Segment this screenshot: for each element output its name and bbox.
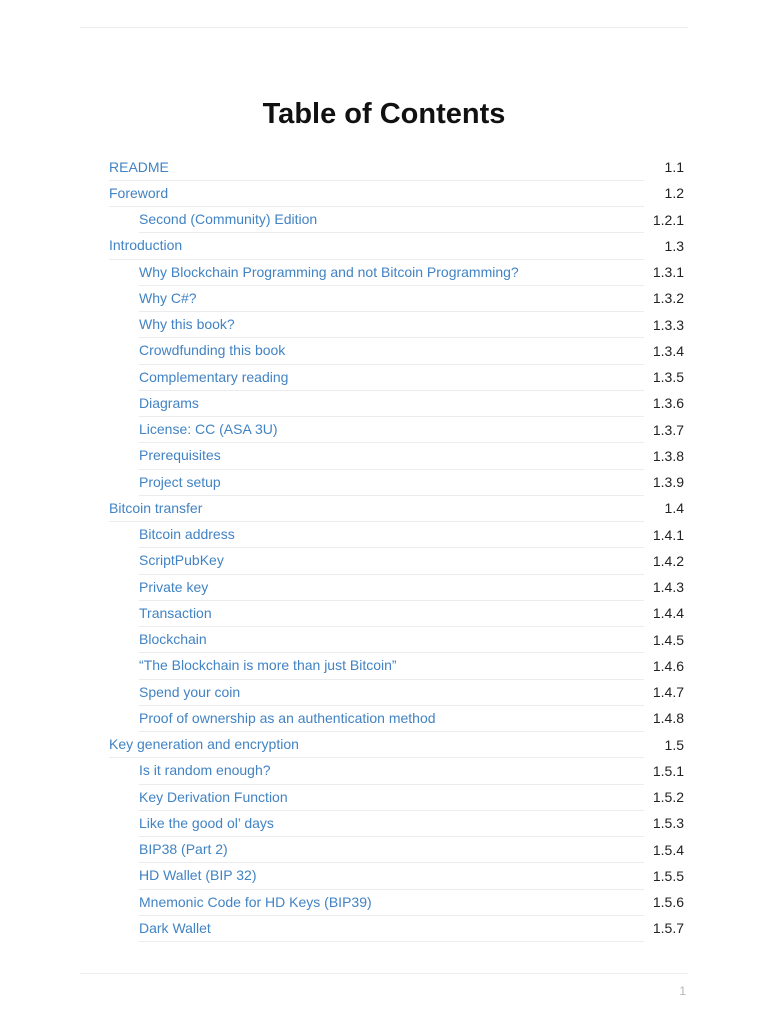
toc-entry (109, 915, 684, 941)
toc-entry-link[interactable]: Introduction (109, 232, 644, 259)
toc-entry-number: 1.5.6 (652, 894, 684, 911)
toc-entry-link[interactable]: README (109, 154, 644, 181)
toc-entry (109, 338, 684, 364)
toc-entry-link[interactable]: Like the good ol’ days (139, 810, 644, 837)
toc-entry (109, 653, 684, 679)
toc-entry-link[interactable]: ScriptPubKey (139, 547, 644, 574)
toc-entry (109, 154, 684, 180)
toc-entry-link[interactable]: Why this book? (139, 311, 644, 338)
toc-entry-link[interactable]: Why C#? (139, 285, 644, 312)
toc-entry-number: 1.4.8 (652, 710, 684, 727)
toc-entry-number: 1.4.3 (652, 579, 684, 596)
toc-entry-number: 1.5 (664, 736, 684, 753)
toc-entry-link[interactable]: Crowdfunding this book (139, 337, 644, 364)
top-divider (80, 27, 688, 28)
toc-entry-link[interactable]: Is it random enough? (139, 757, 644, 784)
toc-entry-number: 1.4 (664, 500, 684, 517)
toc-entry-number: 1.3 (664, 237, 684, 254)
toc-entry-link[interactable]: Prerequisites (139, 442, 644, 469)
toc-entry-link[interactable]: Private key (139, 574, 644, 601)
toc-entry (109, 469, 684, 495)
toc-entry-link[interactable]: Second (Community) Edition (139, 206, 644, 233)
toc-entry-link[interactable]: BIP38 (Part 2) (139, 836, 644, 863)
toc-entry-number: 1.4.5 (652, 631, 684, 648)
toc-entry-link[interactable]: HD Wallet (BIP 32) (139, 862, 644, 889)
toc-entry (109, 495, 684, 521)
toc-entry (109, 548, 684, 574)
page-number: 1 (679, 984, 686, 998)
toc-entry-number: 1.3.8 (652, 447, 684, 464)
toc-entry (109, 574, 684, 600)
toc-entry-number: 1.5.7 (652, 920, 684, 937)
toc-entry (109, 627, 684, 653)
toc-entry (109, 443, 684, 469)
toc-entry-link[interactable]: Bitcoin address (139, 521, 644, 548)
toc-entry-link[interactable]: Key generation and encryption (109, 731, 644, 758)
bottom-divider (80, 973, 688, 974)
toc-entry (109, 390, 684, 416)
toc-entry (109, 522, 684, 548)
toc-entry (109, 758, 684, 784)
toc-entry-link[interactable]: Why Blockchain Programming and not Bitcoin Programming? (139, 259, 644, 286)
toc-entry-link[interactable]: Diagrams (139, 390, 644, 417)
toc-entry-number: 1.4.2 (652, 552, 684, 569)
page-title: Table of Contents (262, 98, 506, 130)
toc-entry-number: 1.3.6 (652, 395, 684, 412)
toc-entry-link[interactable]: Foreword (109, 180, 644, 207)
toc-entry-link[interactable]: Blockchain (139, 626, 644, 653)
toc-entry-number: 1.4.6 (652, 657, 684, 674)
toc-entry-number: 1.3.2 (652, 290, 684, 307)
toc-entry (109, 732, 684, 758)
toc-entry-number: 1.5.3 (652, 815, 684, 832)
toc-entry-number: 1.1 (664, 159, 684, 176)
toc-entry-number: 1.3.5 (652, 369, 684, 386)
toc-entry (109, 679, 684, 705)
toc-entry-link[interactable]: Complementary reading (139, 364, 644, 391)
toc-entry (109, 417, 684, 443)
toc-entry (109, 259, 684, 285)
toc-entry (109, 312, 684, 338)
toc-entry-number: 1.3.9 (652, 474, 684, 491)
toc-entry-link[interactable]: Spend your coin (139, 679, 644, 706)
toc-entry-link[interactable]: Key Derivation Function (139, 784, 644, 811)
toc-entry (109, 889, 684, 915)
toc-entry (109, 705, 684, 731)
toc-entry-number: 1.2.1 (652, 211, 684, 228)
toc-entry (109, 784, 684, 810)
toc-entry-link[interactable]: Bitcoin transfer (109, 495, 644, 522)
toc-entry (109, 600, 684, 626)
toc-entry-number: 1.2 (664, 185, 684, 202)
toc-entry-number: 1.3.7 (652, 421, 684, 438)
toc-entry (109, 233, 684, 259)
toc-entry (109, 285, 684, 311)
toc-entry-number: 1.4.7 (652, 684, 684, 701)
table-of-contents (109, 154, 684, 942)
toc-entry-link[interactable]: “The Blockchain is more than just Bitcoin” (139, 652, 644, 679)
toc-entry-number: 1.5.4 (652, 841, 684, 858)
toc-entry-number: 1.3.4 (652, 342, 684, 359)
toc-entry-number: 1.4.1 (652, 526, 684, 543)
toc-entry-number: 1.5.2 (652, 789, 684, 806)
toc-entry-number: 1.4.4 (652, 605, 684, 622)
toc-entry-link[interactable]: Dark Wallet (139, 915, 644, 942)
toc-entry (109, 837, 684, 863)
toc-entry (109, 364, 684, 390)
toc-entry-number: 1.5.1 (652, 762, 684, 779)
toc-entry-number: 1.5.5 (652, 867, 684, 884)
toc-entry-number: 1.3.1 (652, 264, 684, 281)
toc-entry (109, 180, 684, 206)
toc-entry-link[interactable]: License: CC (ASA 3U) (139, 416, 644, 443)
toc-entry-number: 1.3.3 (652, 316, 684, 333)
toc-entry-link[interactable]: Proof of ownership as an authentication method (139, 705, 644, 732)
toc-entry-link[interactable]: Transaction (139, 600, 644, 627)
toc-entry (109, 863, 684, 889)
toc-entry-link[interactable]: Mnemonic Code for HD Keys (BIP39) (139, 889, 644, 916)
toc-entry (109, 207, 684, 233)
toc-entry-link[interactable]: Project setup (139, 469, 644, 496)
toc-entry (109, 810, 684, 836)
